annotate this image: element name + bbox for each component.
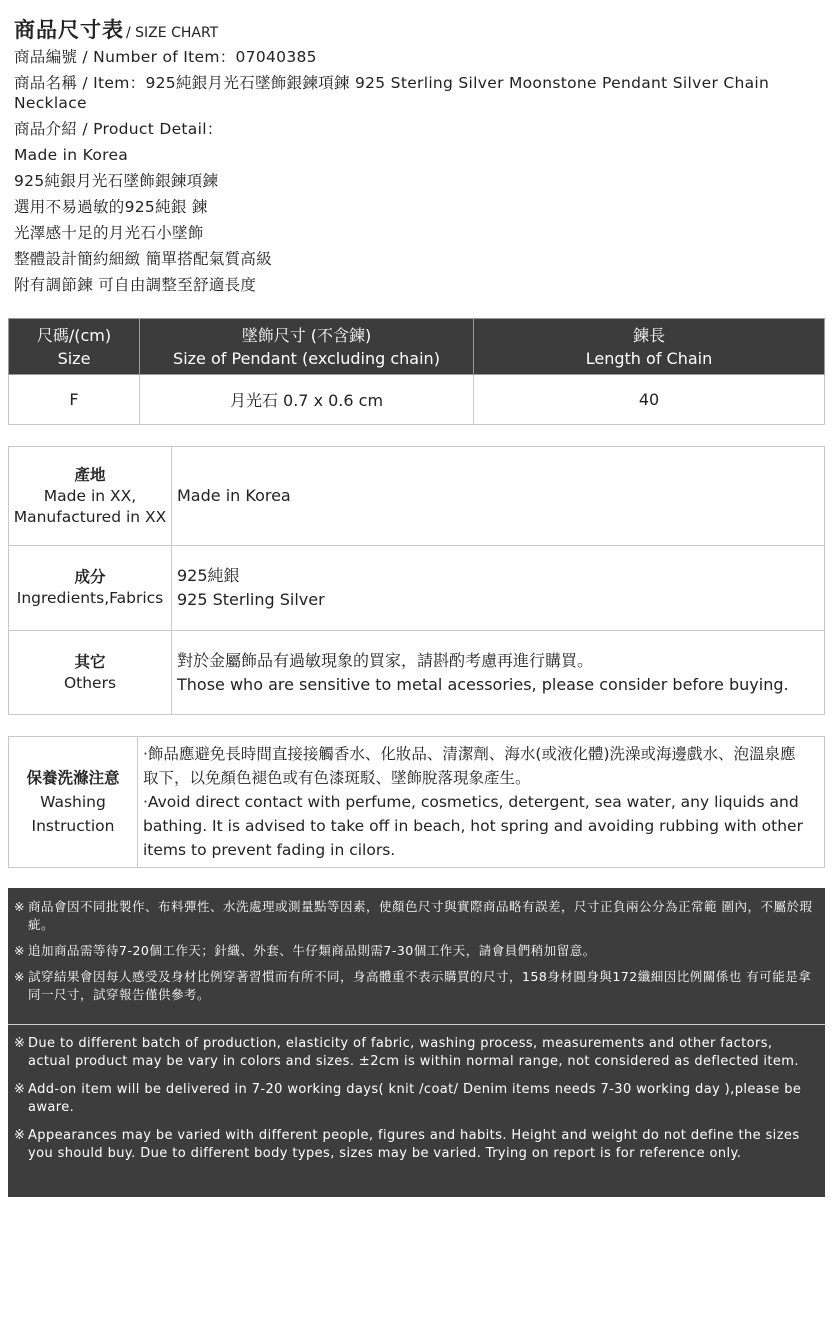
header-chain-zh: 鍊長 xyxy=(632,325,665,345)
others-label xyxy=(9,631,172,715)
note-text: Due to different batch of production, elasticity of fabric, washing process, measurements and other factors, actual product may be vary in colors and sizes. ±2cm is within normal range, not considered as deflected item. xyxy=(28,1036,799,1069)
washing-value xyxy=(138,737,825,868)
item-name: 商品名稱 / Item：925純銀月光石墜飾銀鍊項鍊 925 Sterling Silver Moonstone Pendant Silver Chain Necklace xyxy=(14,74,770,112)
note-item xyxy=(14,1081,815,1117)
title-main: 商品尺寸表 xyxy=(14,18,124,42)
attributes-table xyxy=(8,446,825,715)
washing-text-zh: ·飾品應避免長時間直接接觸香水、化妝品、清潔劑、海水(或液化體)洗澡或海邊戲水、泡溫泉應取下，以免顏色褪色或有色漆斑駁、墜飾脫落現象產生。 xyxy=(143,745,796,787)
item-number: 商品編號 / Number of Item：07040385 xyxy=(14,48,317,66)
note-text: 試穿結果會因每人感受及身材比例穿著習慣而有所不同，身高體重不表示購買的尺寸，158身材圓身與172纖細因比例關係也 有可能是拿同一尺寸，試穿報告僅供參考。 xyxy=(28,969,812,1002)
header-chain xyxy=(474,319,825,375)
washing-table xyxy=(8,736,825,868)
note-text: 商品會因不同批製作、布料彈性、水洗處理或測量點等因素，使顏色尺寸與實際商品略有誤差，尺寸正負兩公分為正常範 圍內，不屬於瑕疵。 xyxy=(28,899,813,932)
table-row xyxy=(9,546,825,631)
header-size-en: Size xyxy=(57,348,91,368)
size-table-header-row xyxy=(9,319,825,375)
reference-mark-icon: ※ xyxy=(14,1128,26,1143)
notes-zh xyxy=(8,888,825,1024)
cell-chain: 40 xyxy=(474,375,825,425)
ingredients-value-line: 925 Sterling Silver xyxy=(177,590,325,609)
header-pendant-en: Size of Pendant (excluding chain) xyxy=(173,348,440,368)
washing-label xyxy=(9,737,138,868)
detail-line: 光澤感十足的月光石小墜飾 xyxy=(14,224,204,242)
ingredients-value-line: 925純銀 xyxy=(177,566,240,585)
washing-text-en: ·Avoid direct contact with perfume, cosmetics, detergent, sea water, any liquids and bathing. It is advised to take off in beach, hot spring and avoiding rubbing with other items to prevent fading in cilors. xyxy=(143,793,803,859)
note-item xyxy=(14,942,815,960)
origin-value-line: Made in Korea xyxy=(177,486,291,505)
page-title xyxy=(14,14,819,44)
detail-line: 925純銀月光石墜飾銀鍊項鍊 xyxy=(14,172,219,190)
origin-value xyxy=(172,447,825,546)
note-text: Add-on item will be delivered in 7-20 working days( knit /coat/ Denim items needs 7-30 working day ),please be aware. xyxy=(28,1082,802,1115)
reference-mark-icon: ※ xyxy=(14,943,25,958)
header-size-zh: 尺碼/(cm) xyxy=(36,325,112,345)
detail-label: 商品介紹 / Product Detail： xyxy=(14,120,223,138)
ingredients-label xyxy=(9,546,172,631)
detail-line: Made in Korea xyxy=(14,146,129,164)
header-chain-en: Length of Chain xyxy=(585,348,713,368)
table-row xyxy=(9,737,825,868)
origin-label-zh: 產地 xyxy=(74,465,106,484)
origin-label xyxy=(9,447,172,546)
header-pendant-zh: 墜飾尺寸 (不含鍊) xyxy=(241,325,372,345)
table-row xyxy=(9,631,825,715)
notes-box xyxy=(8,888,825,1197)
ingredients-label-zh: 成分 xyxy=(74,568,106,586)
title-sub: / SIZE CHART xyxy=(126,25,219,41)
note-item xyxy=(14,1127,815,1163)
header-size xyxy=(9,319,140,375)
reference-mark-icon: ※ xyxy=(14,1036,26,1051)
note-item xyxy=(14,1035,815,1071)
ingredients-label-en: Ingredients,Fabrics xyxy=(16,589,164,607)
note-text: Appearances may be varied with different people, figures and habits. Height and weight do not define the sizes you should buy. Due to different body types, sizes may be varied. Trying on report is for reference only. xyxy=(28,1128,800,1161)
note-text: 追加商品需等待7-20個工作天；針織、外套、牛仔類商品則需7-30個工作天，請會員們稍加留意。 xyxy=(28,943,596,958)
others-value-line: 對於金屬飾品有過敏現象的買家，請斟酌考慮再進行購買。 xyxy=(177,650,594,670)
washing-label-zh: 保養洗滌注意 xyxy=(26,769,120,787)
others-value xyxy=(172,631,825,715)
note-item xyxy=(14,898,815,934)
reference-mark-icon: ※ xyxy=(14,899,25,914)
reference-mark-icon: ※ xyxy=(14,1082,26,1097)
detail-line: 附有調節鍊 可自由調整至舒適長度 xyxy=(14,276,257,294)
size-table xyxy=(8,318,825,425)
product-header xyxy=(14,14,819,298)
reference-mark-icon: ※ xyxy=(14,969,25,984)
cell-size: F xyxy=(9,375,140,425)
notes-en xyxy=(8,1025,825,1197)
detail-line: 整體設計簡約細緻 簡單搭配氣質高級 xyxy=(14,250,273,268)
table-row xyxy=(9,447,825,546)
others-label-en: Others xyxy=(63,673,117,692)
washing-label-en: Washing Instruction xyxy=(31,793,115,835)
header-pendant xyxy=(140,319,474,375)
cell-pendant: 月光石 0.7 x 0.6 cm xyxy=(140,375,474,425)
note-item xyxy=(14,968,815,1004)
others-label-zh: 其它 xyxy=(74,652,106,671)
origin-label-en: Made in XX, Manufactured in XX xyxy=(13,486,167,526)
detail-line: 選用不易過敏的925純銀 鍊 xyxy=(14,198,208,216)
others-value-line: Those who are sensitive to metal acessories, please consider before buying. xyxy=(177,674,789,694)
ingredients-value xyxy=(172,546,825,631)
table-row xyxy=(9,375,825,425)
